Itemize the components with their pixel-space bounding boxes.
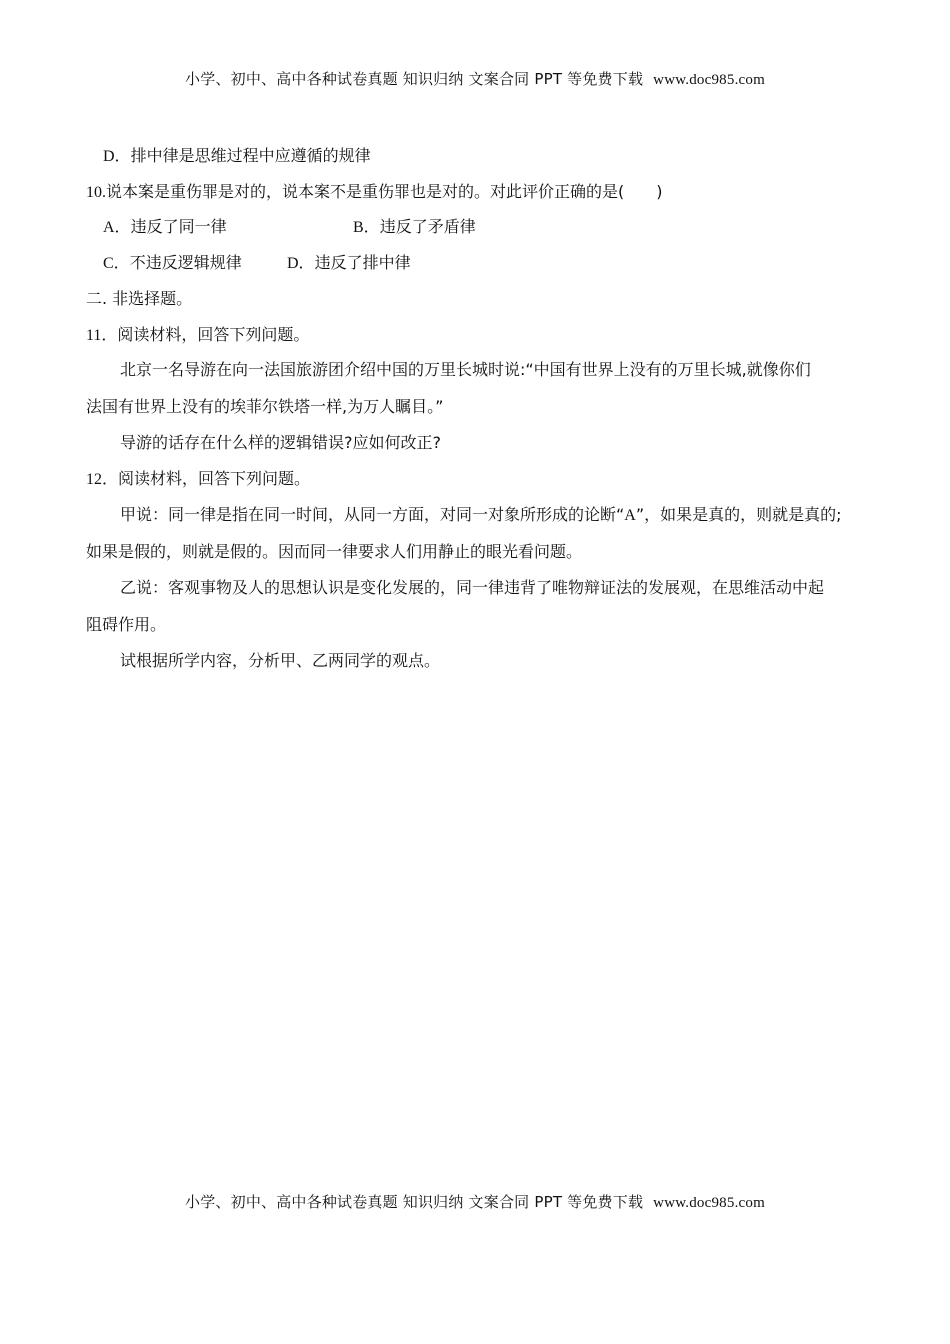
q10-option-b-text: 违反了矛盾律 [379, 217, 476, 236]
q10-option-a-letter: A． [103, 219, 131, 236]
q9-option-d-text: 排中律是思维过程中应遵循的规律 [130, 146, 371, 165]
q10-option-d-text: 违反了排中律 [314, 253, 411, 272]
header-text: 小学、初中、高中各种试卷真题 知识归纳 文案合同 PPT 等免费下载 [185, 70, 644, 88]
q10-option-d [287, 253, 411, 274]
q11-number: 11． [86, 327, 118, 344]
q10-option-a-text: 违反了同一律 [130, 217, 227, 236]
q12-question: 试根据所学内容，分析甲、乙两同学的观点。 [120, 651, 441, 670]
q9-option-d-letter: D． [103, 148, 131, 165]
q12-yi-line-2: 阻碍作用。 [86, 615, 167, 634]
q10-option-d-letter: D． [287, 255, 315, 272]
q12-jia-line-2: 如果是假的，则就是假的。因而同一律要求人们用静止的眼光看问题。 [86, 542, 583, 561]
q10-options-row-2 [103, 253, 411, 274]
q9-option-d [103, 146, 371, 167]
footer-text: 小学、初中、高中各种试卷真题 知识归纳 文案合同 PPT 等免费下载 [185, 1193, 644, 1211]
q11-material-line-2: 法国有世界上没有的埃菲尔铁塔一样,为万人瞩目。” [86, 397, 444, 416]
q12-jia-text-a: 甲说：同一律是指在同一时间，从同一方面，对同一对象所形成的论断“ [120, 505, 625, 524]
q10-stem [86, 182, 663, 203]
q10-stem-text: 说本案是重伤罪是对的，说本案不是重伤罪也是对的。对此评价正确的是( ) [106, 182, 663, 201]
q11-prompt-text: 阅读材料，回答下列问题。 [117, 325, 310, 344]
section-2-title: 二. 非选择题。 [86, 289, 193, 308]
q10-number: 10. [86, 184, 106, 201]
q10-option-c [103, 253, 287, 274]
q12-jia-line-1 [120, 505, 842, 526]
q10-option-b [353, 217, 476, 238]
q10-option-c-text: 不违反逻辑规律 [129, 253, 242, 272]
q10-option-c-letter: C． [103, 255, 130, 272]
q10-option-a [103, 217, 353, 238]
q12-jia-letter: A [624, 507, 636, 524]
q12-prompt [86, 469, 310, 490]
header-site-link[interactable]: www.doc985.com [653, 72, 765, 88]
page-footer [0, 1191, 950, 1212]
q11-material-line-1: 北京一名导游在向一法国旅游团介绍中国的万里长城时说:“中国有世界上没有的万里长城,就像你们 [120, 360, 811, 379]
q12-yi-line-1: 乙说：客观事物及人的思想认识是变化发展的，同一律违背了唯物辩证法的发展观，在思维活动中起 [120, 578, 825, 597]
q12-number: 12． [86, 471, 119, 488]
q12-jia-text-b: ”，如果是真的，则就是真的; [635, 505, 842, 524]
q11-prompt [86, 325, 309, 346]
q11-question: 导游的话存在什么样的逻辑错误?应如何改正? [120, 433, 441, 452]
footer-site-link[interactable]: www.doc985.com [653, 1195, 765, 1211]
q10-option-b-letter: B． [353, 219, 380, 236]
q12-prompt-text: 阅读材料，回答下列问题。 [118, 469, 311, 488]
q10-options-row-1 [103, 217, 476, 238]
